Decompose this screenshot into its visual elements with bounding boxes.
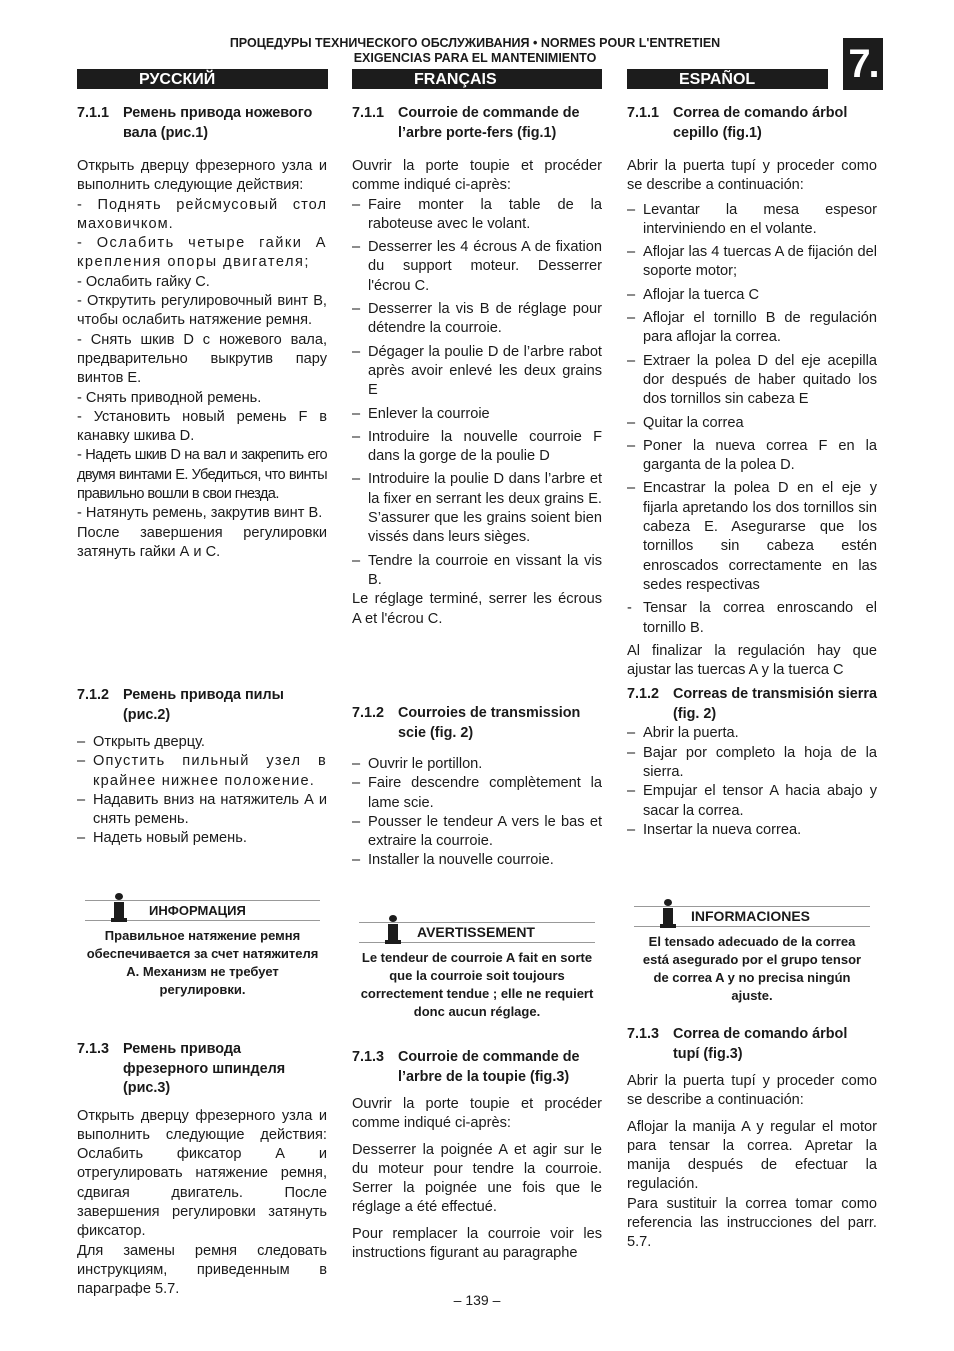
list-item: – Dégager la poulie D de l’arbre rabot après avoir enlevé les deux grains E: [352, 343, 602, 401]
paragraph: Al finalizar la regulación hay que ajustar las tuercas A y la tuerca C: [627, 642, 877, 679]
list-item: – Pousser le tendeur A vers le bas et extraire la courroie.: [352, 813, 602, 852]
info-title: INFORMACIONES: [691, 908, 810, 924]
paragraph: Le réglage terminé, serrer les écrous A et l'écrou C.: [352, 591, 602, 627]
info-box-fr: [359, 922, 595, 943]
info-title: AVERTISSEMENT: [417, 924, 535, 940]
section-number: 7.1.2: [77, 687, 110, 703]
section-title-text: Correa de comando árbol cepillo (fig.1): [673, 105, 848, 141]
list-item: – Faire descendre complètement la lame scie.: [352, 774, 602, 813]
header-line-1: ПРОЦЕДУРЫ ТЕХНИЧЕСКОГО ОБСЛУЖИВАНИЯ • NORMES POUR L'ENTRETIEN: [229, 36, 721, 50]
paragraph: - Снять шкив D с ножевого вала, предварительно выкрутив пару винтов E.: [77, 331, 327, 387]
section-title-text: Ремень привода фрезерного шпинделя (рис.3): [123, 1041, 286, 1096]
section-title-text: Courroie de commande de l’arbre porte-fers (fig.1): [398, 105, 580, 141]
column-spanish: [627, 104, 877, 1251]
paragraph: - Поднять рейсмусовый стол маховичком.: [77, 196, 327, 232]
list-item: – Надавить вниз на натяжитель А и снять ремень.: [77, 791, 327, 830]
lang-bar-spanish: ESPAÑOL: [627, 69, 828, 89]
paragraph: - Установить новый ремень F в канавку шкива D.: [77, 408, 327, 445]
section-title-fr-711: [352, 104, 602, 143]
section-title-text: Correas de transmisión sierra (fig. 2): [673, 686, 877, 722]
section-number: 7.1.3: [77, 1041, 110, 1057]
lang-bar-french: FRANÇAIS: [352, 69, 602, 89]
list-item: - Tensar la correa enroscando el tornillo B.: [627, 599, 877, 638]
section-title-fr-712: [352, 704, 602, 743]
paragraph: - Ослабить гайку С.: [77, 273, 210, 290]
section-number: 7.1.2: [627, 686, 660, 703]
list-item: – Poner la nueva correa F en la garganta de la polea D.: [627, 437, 877, 476]
chapter-number: 7.: [843, 38, 883, 90]
paragraph: Ouvrir la porte toupie et procéder comme indiqué ci-après:: [352, 1096, 602, 1132]
list-item: – Enlever la courroie: [352, 405, 602, 424]
list-item: – Bajar por completo la hoja de la sierra.: [627, 744, 877, 783]
paragraph: После завершения регулировки затянуть гайки А и С.: [77, 524, 327, 560]
paragraph: - Ослабить четыре гайки А крепления опоры двигателя;: [77, 235, 327, 271]
column-russian: [77, 104, 327, 1298]
list-item: – Aflojar las 4 tuercas A de fijación del soporte motor;: [627, 243, 877, 282]
list-item: – Introduire la poulie D dans l’arbre et la fixer en serrant les deux grains E. S’assurer que les grains soient bien vissés dans leurs sièges.: [352, 470, 602, 547]
section-number: 7.1.1: [352, 105, 385, 121]
section-title-es-713: [627, 1025, 877, 1064]
paragraph: - Натянуть ремень, закрутив винт В.: [77, 505, 323, 522]
list-item: – Encastrar la polea D en el eje y fijarla apretando los dos tornillos sin cabeza E. Asegurarse que los tornillos sin cabeza estén enroscados correctamente en las sedes respectivas: [627, 479, 877, 595]
list-es-711: [627, 201, 877, 638]
list-item: – Extraer la polea D del eje acepilla dor después de haber quitado los dos tornillos sin cabeza E: [627, 352, 877, 410]
list-item: – Abrir la puerta.: [627, 724, 877, 743]
list-item: – Faire monter la table de la raboteuse avec le volant.: [352, 196, 602, 235]
list-item: – Desserrer la vis B de réglage pour détendre la courroie.: [352, 300, 602, 339]
list-item: – Надеть новый ремень.: [77, 829, 327, 848]
list-item: – Insertar la nueva correa.: [627, 821, 877, 840]
info-icon: [111, 893, 127, 923]
paragraph: Abrir la puerta tupí y proceder como se describe a continuación:: [627, 1073, 877, 1109]
section-title-text: Correa de comando árbol tupí (fig.3): [673, 1026, 848, 1062]
list-fr-711: [352, 196, 602, 591]
paragraph: Aflojar la manija A y regular el motor para tensar la correa. Apretar la manija después de efectuar la regulación.: [627, 1118, 877, 1193]
info-icon: [385, 915, 401, 945]
section-title-text: Ремень привода ножевого вала (рис.1): [123, 105, 313, 141]
paragraph: Ouvrir la porte toupie et procéder comme indiqué ci-après:: [352, 158, 602, 194]
section-number: 7.1.3: [627, 1026, 660, 1042]
paragraph: Desserrer la poignée A et agir sur le du moteur pour tendre la courroie. Serrer la poignée une fois que le réglage a été effectué.: [352, 1141, 602, 1216]
list-item: – Installer la nouvelle courroie.: [352, 851, 602, 870]
section-number: 7.1.2: [352, 705, 385, 721]
list-item: – Открыть дверцу.: [77, 733, 327, 752]
info-title: ИНФОРМАЦИЯ: [149, 903, 246, 918]
section-title-text: Courroies de transmission scie (fig. 2): [398, 705, 581, 741]
list-item: – Empujar el tensor A hacia abajo y sacar la correa.: [627, 782, 877, 821]
paragraph: Abrir la puerta tupí y proceder como se describe a continuación:: [627, 158, 877, 194]
paragraph: - Открутить регулировочный винт В, чтобы ослабить натяжение ремня.: [77, 293, 327, 329]
list-item: – Introduire la nouvelle courroie F dans la gorge de la poulie D: [352, 428, 602, 467]
paragraph: Открыть дверцу фрезерного узла и выполнить следующие действия: Ослабить фиксатор А и отрегулировать натяжение ремня, сдвигая двигатель. После завершения регулировки затянуть фиксатор.: [77, 1107, 327, 1240]
column-french: [352, 104, 602, 1262]
paragraph: - Надеть шкив D на вал и закрепить его двумя винтами E. Убедиться, что винты правильно вошли в свои гнезда.: [77, 447, 327, 503]
list-item: – Ouvrir le portillon.: [352, 755, 602, 774]
paragraph: - Снять приводной ремень.: [77, 389, 262, 406]
section-title-es-712: [627, 685, 877, 724]
paragraph: Para sustituir la correa tomar como referencia las instrucciones del parr. 5.7.: [627, 1195, 877, 1251]
list-item: – Aflojar la tuerca C: [627, 286, 877, 305]
info-text: Le tendeur de courroie A fait en sorte que la courroie soit toujours correctement tendue ; elle ne requiert donc aucun réglage.: [360, 950, 594, 1019]
list-es-712: [627, 724, 877, 840]
section-title-ru-711: [77, 104, 327, 143]
info-box-es: [634, 906, 870, 927]
page-header: [160, 36, 790, 66]
info-text: Правильное натяжение ремня обеспечивается за счет натяжителя A. Механизм не требует регулировки.: [86, 928, 319, 997]
section-title-text: Ремень привода пилы (рис.2): [123, 687, 284, 723]
paragraph: Открыть дверцу фрезерного узла и выполнить следующие действия:: [77, 158, 327, 194]
paragraph: Pour remplacer la courroie voir les instructions figurant au paragraphe: [352, 1225, 602, 1262]
section-title-text: Courroie de commande de l’arbre de la toupie (fig.3): [398, 1049, 580, 1085]
page-number: – 139 –: [453, 1292, 501, 1308]
list-item: – Aflojar el tornillo B de regulación para aflojar la correa.: [627, 309, 877, 348]
info-box-ru: [85, 900, 320, 921]
list-item: – Опустить пильный узел в крайнее нижнее положение.: [77, 752, 327, 791]
list-item: – Quitar la correa: [627, 414, 877, 433]
paragraph: Для замены ремня следовать инструкциям, приведенным в параграфе 5.7.: [77, 1242, 327, 1298]
section-title-es-711: [627, 104, 877, 143]
section-title-ru-712: [77, 686, 327, 725]
list-item: – Tendre la courroie en vissant la vis B.: [352, 552, 602, 591]
header-line-2: EXIGENCIAS PARA EL MANTENIMIENTO: [353, 51, 597, 65]
list-fr-712: [352, 755, 602, 871]
list-ru-712: [77, 733, 327, 849]
text-ru-711: [77, 157, 327, 562]
section-title-ru-713: [77, 1040, 327, 1099]
lang-bar-russian: РУССКИЙ: [77, 69, 328, 89]
section-number: 7.1.1: [627, 105, 660, 121]
info-icon: [660, 899, 676, 929]
list-item: – Desserrer les 4 écrous A de fixation du support moteur. Desserrer l'écrou C.: [352, 238, 602, 296]
list-item: – Levantar la mesa espesor interviniendo en el volante.: [627, 201, 877, 240]
section-number: 7.1.1: [77, 105, 110, 121]
info-text: El tensado adecuado de la correa está asegurado por el grupo tensor de correa A y no precisa ningún ajuste.: [642, 934, 862, 1003]
section-number: 7.1.3: [352, 1049, 385, 1065]
section-title-fr-713: [352, 1048, 602, 1087]
